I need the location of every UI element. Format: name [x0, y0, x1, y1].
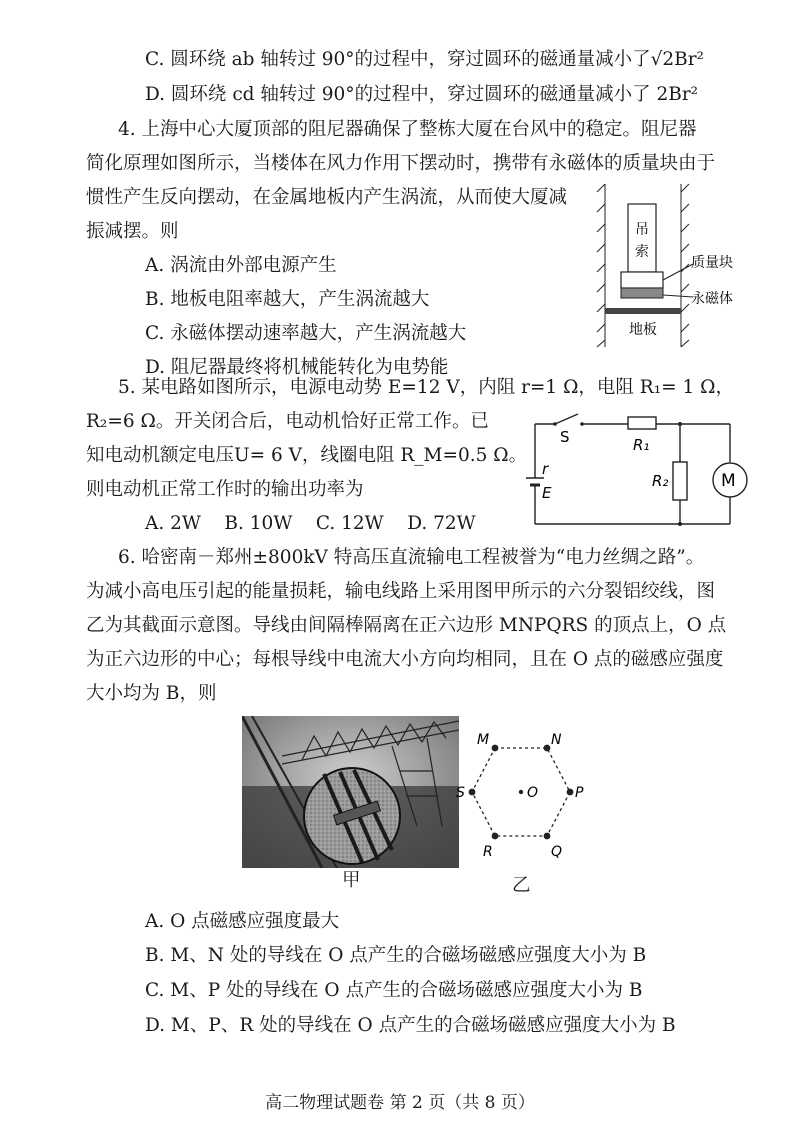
label-q: Q — [551, 844, 563, 860]
q5-stem-line-3: 知电动机额定电压U= 6 V，线圈电阻 R_M=0.5 Ω。 — [86, 445, 528, 466]
label-p: P — [575, 785, 584, 801]
wire-n — [544, 745, 551, 752]
q6-option-a: A. O 点磁感应强度最大 — [145, 911, 340, 932]
q6-stem-line-3: 乙为其截面示意图。导线由间隔棒隔离在正六边形 MNPQRS 的顶点上，O 点 — [86, 615, 727, 636]
label-o: O — [527, 785, 539, 801]
q6-stem-line-1: 6. 哈密南－郑州±800kV 特高压直流输电工程被誉为“电力丝绸之路”。 — [118, 547, 705, 568]
floor-label: 地板 — [629, 322, 657, 338]
page-footer: 高二物理试题卷 第 2 页（共 8 页） — [265, 1093, 535, 1113]
center-o — [519, 790, 523, 794]
internal-resistance-label: r — [542, 460, 549, 478]
q3-option-d: D. 圆环绕 cd 轴转过 90°的过程中，穿过圆环的磁通量减小了 2Br² — [145, 84, 699, 105]
metal-floor — [605, 308, 681, 314]
magnet-label: 永磁体 — [691, 291, 733, 307]
q6-stem-line-5: 大小均为 B，则 — [86, 683, 217, 704]
q6-option-b: B. M、N 处的导线在 O 点产生的合磁场磁感应强度大小为 B — [145, 945, 647, 966]
q5-stem-line-4: 则电动机正常工作时的输出功率为 — [86, 479, 364, 500]
wire-m — [492, 745, 499, 752]
q5-stem-line-2: R₂=6 Ω。开关闭合后，电动机恰好正常工作。已 — [86, 411, 489, 432]
q6-option-d: D. M、P、R 处的导线在 O 点产生的合磁场磁感应强度大小为 B — [145, 1015, 676, 1036]
q5-options: A. 2W B. 10W C. 12W D. 72W — [145, 513, 476, 534]
magnet-block — [621, 288, 663, 298]
label-m: M — [477, 732, 490, 748]
q6-stem-line-4: 为正六边形的中心；每根导线中电流大小方向均相同，且在 O 点的磁感应强度 — [86, 649, 724, 670]
q4-stem-line-1: 4. 上海中心大厦顶部的阻尼器确保了整栋大厦在台风中的稳定。阻尼器 — [118, 119, 697, 140]
hexagon-diagram — [455, 732, 585, 862]
figure-b-caption: 乙 — [512, 875, 531, 896]
q3-option-c: C. 圆环绕 ab 轴转过 90°的过程中，穿过圆环的磁通量减小了√2Br² — [145, 49, 704, 70]
q4-stem-line-4: 振减摆。则 — [86, 221, 179, 242]
q4-stem-line-2: 简化原理如图所示，当楼体在风力作用下摆动时，携带有永磁体的质量块由于 — [86, 153, 716, 174]
circuit-diagram — [520, 412, 760, 532]
cable-label-2: 索 — [635, 244, 649, 260]
q4-option-d: D. 阻尼器最终将机械能转化为电势能 — [145, 357, 449, 378]
wire-s — [469, 789, 476, 796]
resistor-r1 — [628, 417, 656, 429]
switch-label: S — [560, 428, 570, 446]
mass-label: 质量块 — [691, 255, 733, 271]
label-n: N — [551, 732, 562, 748]
q4-option-a: A. 涡流由外部电源产生 — [145, 255, 337, 276]
damper-diagram — [595, 182, 755, 350]
label-r: R — [483, 844, 493, 860]
wire-p — [567, 789, 574, 796]
r1-label: R₁ — [633, 436, 650, 454]
wire-r — [492, 833, 499, 840]
cable — [628, 204, 656, 272]
resistor-r2 — [673, 462, 687, 500]
motor-label: M — [721, 471, 736, 491]
mass-block — [621, 272, 663, 288]
wire-q — [544, 833, 551, 840]
label-s: S — [456, 785, 465, 801]
emf-label: E — [542, 484, 552, 502]
cable-label-1: 吊 — [635, 222, 649, 238]
q5-stem-line-1: 5. 某电路如图所示，电源电动势 E=12 V，内阻 r=1 Ω，电阻 R₁= 1 Ω， — [118, 377, 735, 398]
figure-a-caption: 甲 — [342, 870, 361, 891]
q6-stem-line-2: 为减小高电压引起的能量损耗，输电线路上采用图甲所示的六分裂铝绞线，图 — [86, 581, 716, 602]
r2-label: R₂ — [652, 472, 669, 490]
transmission-line-photo — [242, 716, 459, 868]
q4-option-c: C. 永磁体摆动速率越大，产生涡流越大 — [145, 323, 467, 344]
q6-option-c: C. M、P 处的导线在 O 点产生的合磁场磁感应强度大小为 B — [145, 980, 643, 1001]
q4-option-b: B. 地板电阻率越大，产生涡流越大 — [145, 289, 430, 310]
q4-stem-line-3: 惯性产生反向摆动，在金属地板内产生涡流，从而使大厦减 — [86, 187, 568, 208]
switch-blade — [555, 414, 578, 424]
